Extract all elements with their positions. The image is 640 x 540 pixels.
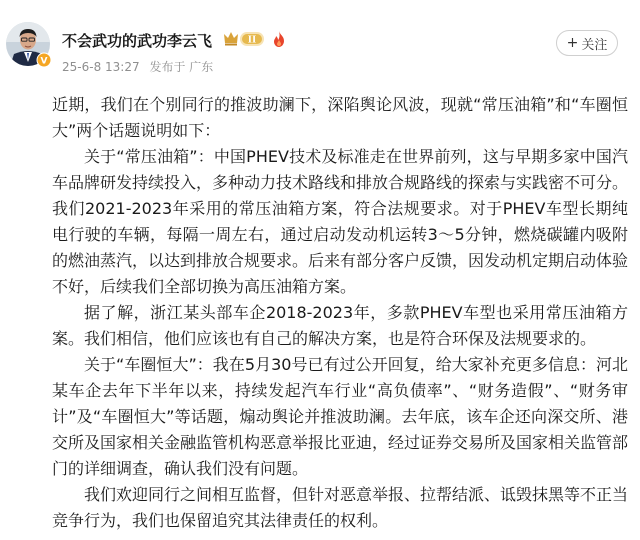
post-location: 发布于 广东 [149, 60, 214, 74]
post-timestamp: 25-6-8 13:27 [62, 60, 140, 74]
plus-icon: + [566, 35, 579, 51]
post-header [0, 0, 640, 80]
post-content [52, 92, 628, 534]
follow-button-label: 关注 [581, 37, 608, 53]
verified-badge-icon [36, 52, 52, 68]
post-meta [62, 58, 219, 75]
fire-icon [270, 30, 288, 48]
post-paragraph: 我们欢迎同行之间相互监督，但针对恶意举报、拉帮结派、诋毁抹黑等不正当竞争行为，我们也保留追究其法律责任的权利。 [52, 485, 629, 530]
post-paragraph: 关于“常压油箱”：中国PHEV技术及标准走在世界前列，这与早期多家中国汽车品牌研发持续投入，多种动力技术路线和排放合规路线的探索与实践密不可分。我们2021-2023年采用的常压油箱方案，符合法规要求。对于PHEV车型长期纯电行驶的车辆，每隔一周左右，通过启动发动机运转3～5分钟，燃烧碳罐内吸附的燃油蒸汽，以达到排放合规要求。后来有部分客户反馈，因发动机定期启动体验不好，后续我们全部切换为高压油箱方案。 [52, 147, 629, 296]
post-paragraph: 近期，我们在个别同行的推波助澜下，深陷舆论风波，现就“常压油箱”和“车圈恒大”两个话题说明如下： [52, 95, 628, 140]
svg-text:II: II [247, 35, 257, 46]
vip-crown-badge-icon[interactable] [222, 30, 266, 48]
follow-button[interactable] [556, 30, 618, 56]
svg-text:V: V [40, 56, 48, 67]
author-name[interactable]: 不会武功的武功李云飞 [62, 32, 213, 50]
post-paragraph: 据了解，浙江某头部车企2018-2023年，多款PHEV车型也采用常压油箱方案。我们相信，他们应该也有自己的解决方案，也是符合环保及法规要求的。 [52, 303, 628, 348]
post-paragraph: 关于“车圈恒大”：我在5月30号已有过公开回复，给大家补充更多信息：河北某车企去年下半年以来，持续发起汽车行业“高负债率”、“财务造假”、“财务审计”及“车圈恒大”等话题，煽动舆论并推波助澜。去年底，该车企还向深交所、港交所及国家相关金融监管机构恶意举报比亚迪，经过证券交易所及国家相关监管部门的详细调查，确认我们没有问题。 [52, 355, 629, 478]
